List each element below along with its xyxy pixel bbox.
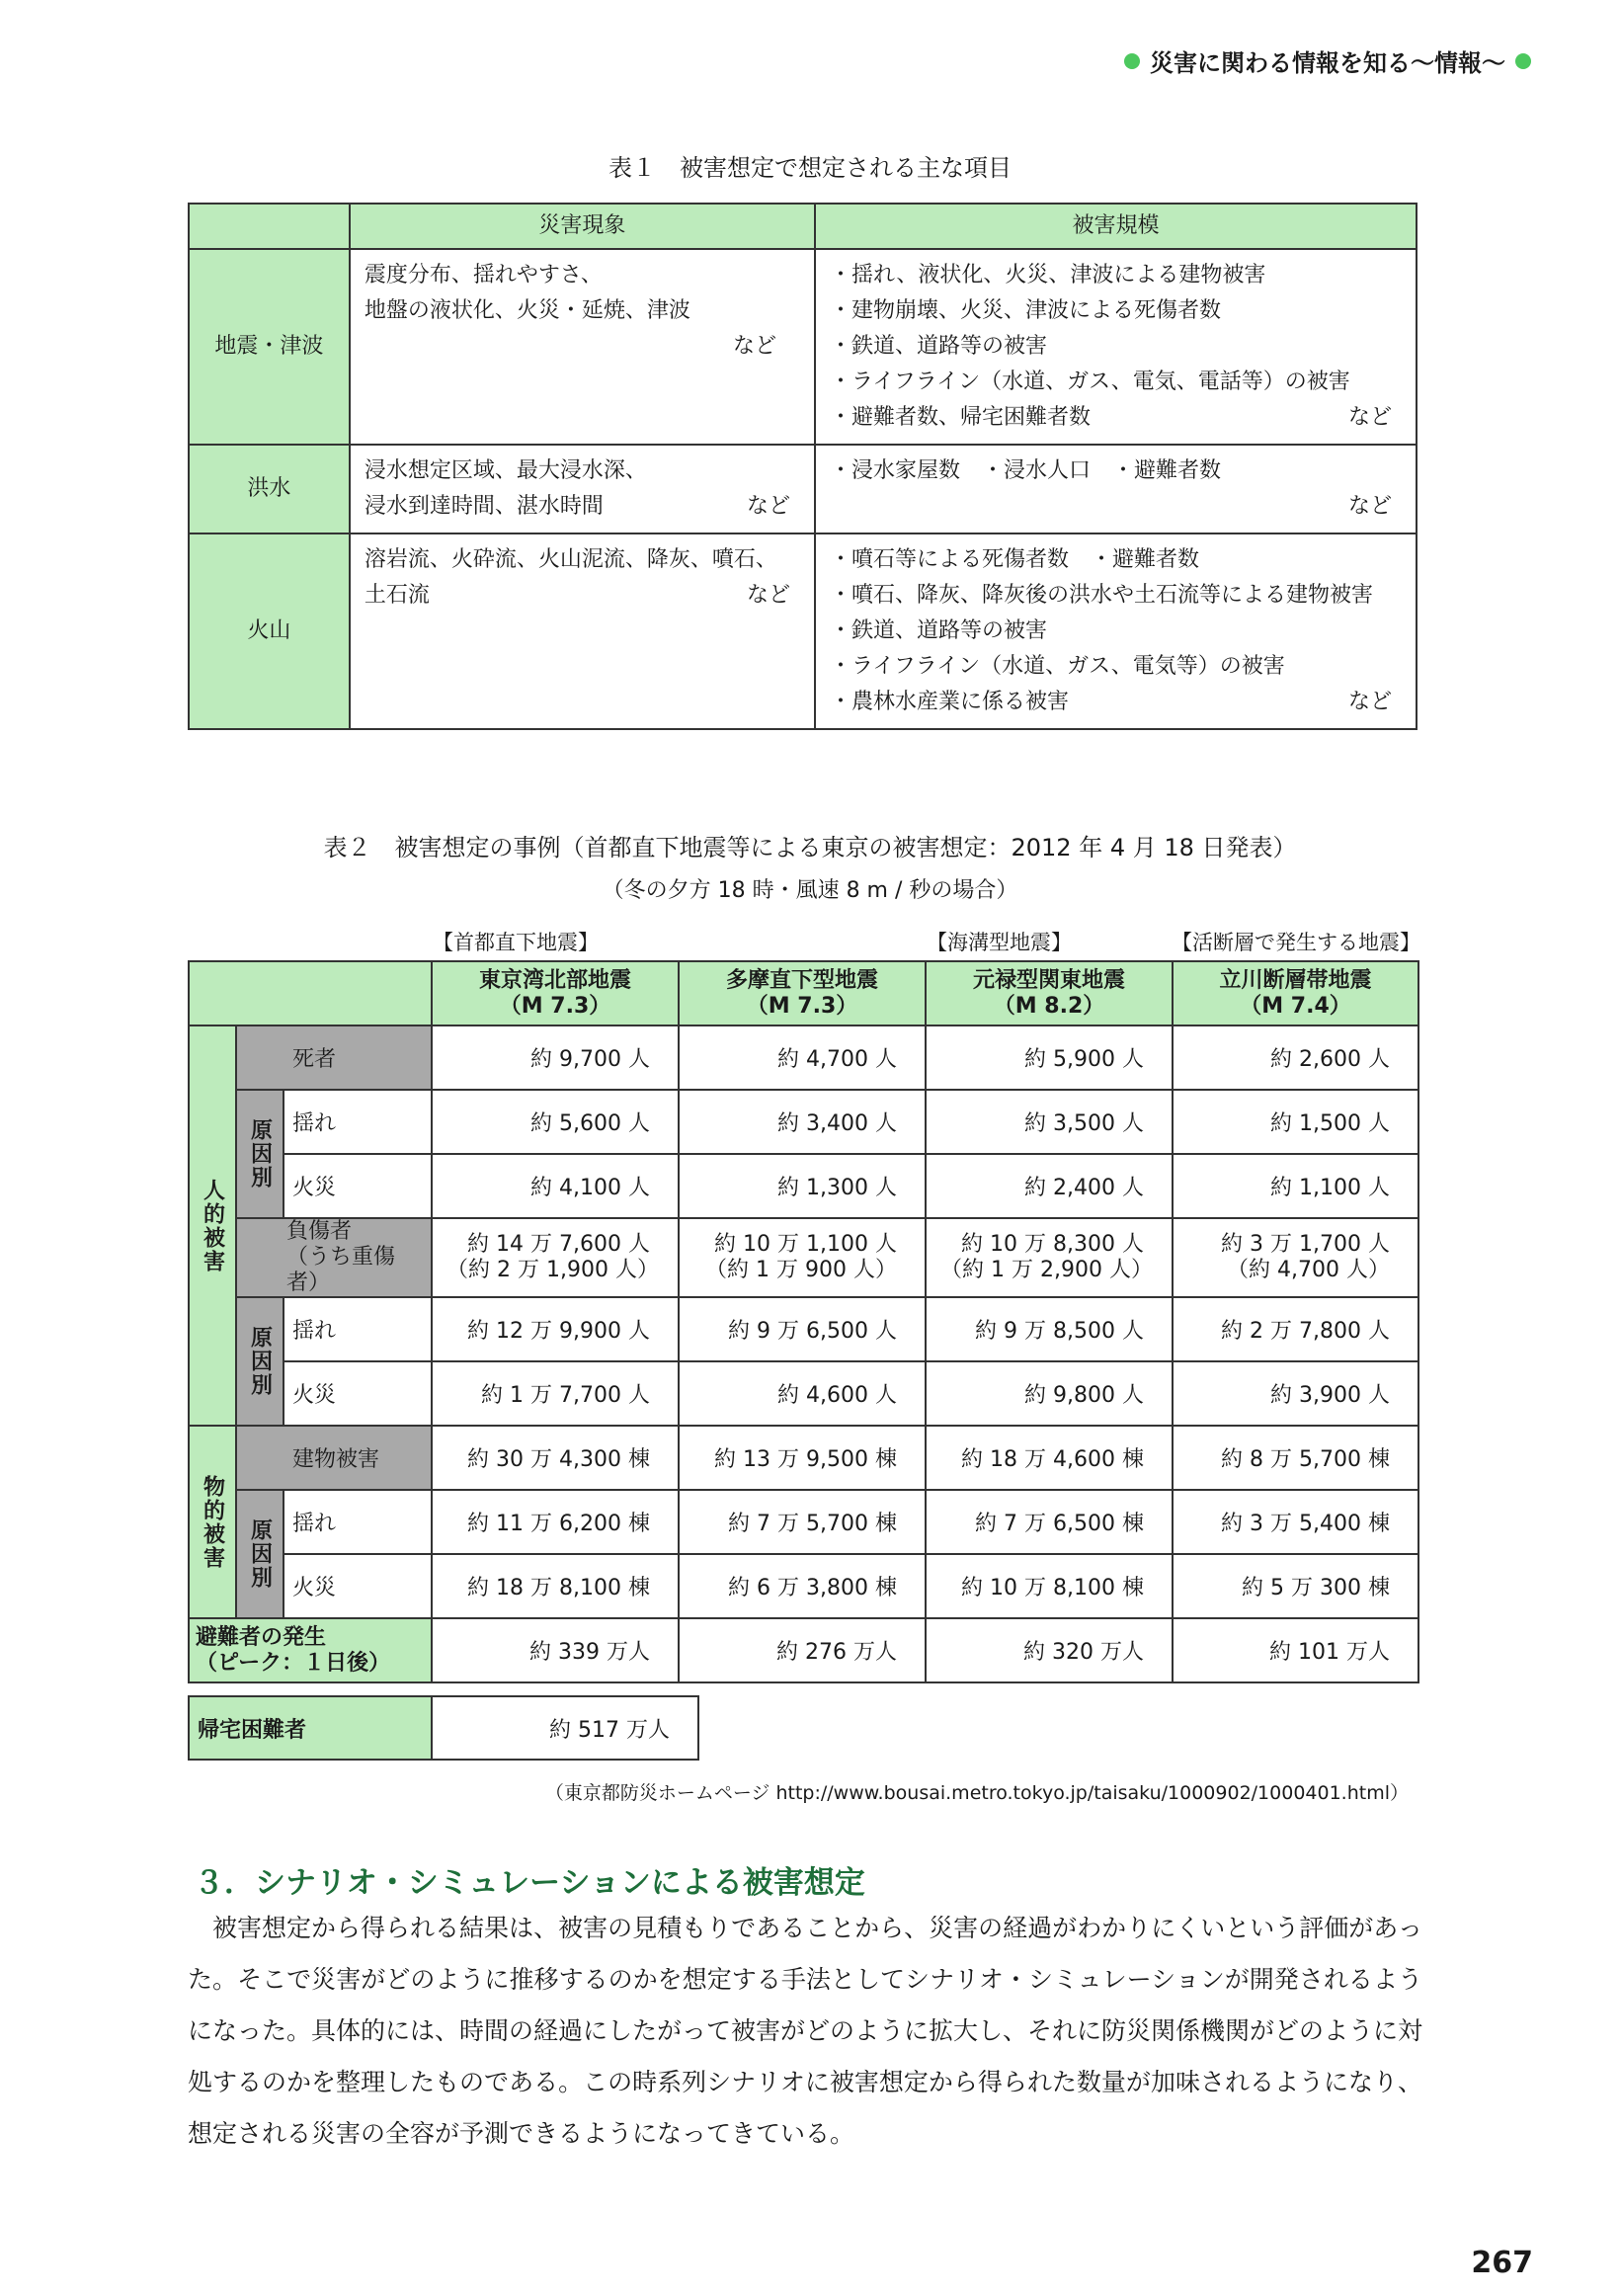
bullet-dot-icon [1124,53,1140,69]
text-line: ・ライフライン（水道、ガス、電気等）の被害 [830,654,1285,679]
table-cell: 約 11 万 6,200 棟 [432,1490,679,1554]
table2-caption: 表２ 被害想定の事例（首都直下地震等による東京の被害想定：2012 年 4 月 18 日発表） [323,834,1297,861]
row-label-fire: 火災 [284,1154,432,1218]
table-cell: 約 7 万 6,500 棟 [926,1490,1173,1554]
table-cell: 約 2,400 人 [926,1154,1173,1218]
group-label: 【海溝型地震】 [927,931,1072,954]
nado-label: など [1347,405,1392,430]
quake-name: 東京湾北部地震 [478,967,631,993]
table2-subcaption: （冬の夕方 18 時・風速 8 m / 秒の場合） [602,878,1018,903]
nado-label: など [1347,690,1392,714]
nado-label: など [1347,494,1392,519]
quake-name: 元禄型関東地震 [972,967,1125,993]
bullet-dot-icon [1515,53,1531,69]
table-cell [1173,1218,1418,1297]
value-line: 約 3 万 1,700 人 [1221,1232,1390,1257]
table-cell: 約 10 万 8,100 棟 [926,1554,1173,1618]
table-cell: 約 1 万 7,700 人 [432,1361,679,1426]
table-cell: 約 2,600 人 [1173,1025,1418,1090]
table1-col-header: 被害規模 [815,204,1417,249]
table-cell: 約 12 万 9,900 人 [432,1297,679,1361]
text-line: 地盤の液状化、火災・延焼、津波 [364,298,690,323]
stranded-table [188,1695,699,1761]
page-number: 267 [1471,2246,1533,2280]
text-line: 浸水想定区域、最大浸水深、 [364,458,647,483]
table-cell: 約 1,300 人 [679,1154,926,1218]
table-cell: 約 7 万 5,700 棟 [679,1490,926,1554]
group-human-damage: 人的被害 [189,1025,236,1426]
table-cell: 約 101 万人 [1173,1618,1418,1682]
value-line: （約 2 万 1,900 人） [446,1258,659,1282]
value-line: （約 4,700 人） [1227,1258,1390,1282]
table-cell: 約 339 万人 [432,1618,679,1682]
row-label-shake: 揺れ [284,1490,432,1554]
table-cell: 約 5,600 人 [432,1090,679,1154]
cause-label: 原因別 [236,1297,284,1426]
cause-label: 原因別 [236,1490,284,1618]
table1-phenomena-cell [350,249,815,445]
table-cell: 約 4,700 人 [679,1025,926,1090]
table-cell: 約 4,600 人 [679,1361,926,1426]
table-cell: 約 13 万 9,500 棟 [679,1426,926,1490]
text-line: ・浸水家屋数 ・浸水人口 ・避難者数 [830,458,1222,483]
section-body: 被害想定から得られる結果は、被害の見積もりであることから、災害の経過がわかりにくいという評価があった。そこで災害がどのように推移するのかを想定する手法としてシナリオ・シミュレーションが開発されるようになった。具体的には、時間の経過にしたがって被害がどのように拡大し、それに防災関係機関がどのように対処するのかを整理したものである。この時系列シナリオに被害想定から得られた数量が加味されるようになり、想定される災害の全容が予測できるようになってきている。 [188,1914,1423,2148]
table-cell: 約 320 万人 [926,1618,1173,1682]
table-cell [679,1218,926,1297]
table1-col-header: 災害現象 [350,204,815,249]
table1-scale-cell [815,445,1417,533]
table-cell: 約 18 万 8,100 棟 [432,1554,679,1618]
value-line: 約 10 万 1,100 人 [714,1232,897,1257]
stranded-value: 約 517 万人 [432,1696,698,1760]
table1-scale-cell [815,249,1417,445]
text-line: ・農林水産業に係る被害 [830,690,1070,714]
table-cell: 約 6 万 3,800 棟 [679,1554,926,1618]
value-line: （約 1 万 2,900 人） [940,1258,1153,1282]
row-label-deaths: 死者 [236,1025,432,1090]
row-label-fire: 火災 [284,1554,432,1618]
quake-header [1173,961,1418,1025]
table-cell: 約 3 万 5,400 棟 [1173,1490,1418,1554]
text-line: ・揺れ、液状化、火災、津波による建物被害 [830,263,1266,287]
quake-magnitude: （M 7.3） [499,993,611,1019]
group-label: 【首都直下地震】 [433,931,599,954]
quake-header [679,961,926,1025]
text-line: 震度分布、揺れやすさ、 [364,263,603,287]
row-label-shake: 揺れ [284,1090,432,1154]
table-cell: 約 8 万 5,700 棟 [1173,1426,1418,1490]
label-line: 負傷者 [286,1219,353,1244]
table-cell: 約 3,500 人 [926,1090,1173,1154]
value-line: 約 14 万 7,600 人 [467,1232,650,1257]
label-line: （ピーク：１日後） [196,1650,391,1676]
table1-row-label: 洪水 [189,445,350,533]
quake-name: 立川断層帯地震 [1219,967,1372,993]
text-line: 土石流 [364,583,430,608]
row-label-fire: 火災 [284,1361,432,1426]
text-line: ・噴石等による死傷者数 ・避難者数 [830,547,1200,572]
row-label-buildings: 建物被害 [236,1426,432,1490]
text-line: ・鉄道、道路等の被害 [830,334,1048,359]
table1-phenomena-cell [350,533,815,729]
text-line: ・噴石、降灰、降灰後の洪水や土石流等による建物被害 [830,583,1374,608]
table-cell: 約 4,100 人 [432,1154,679,1218]
table1-corner [189,204,350,249]
table-cell [926,1218,1173,1297]
text-line: ・避難者数、帰宅困難者数 [830,405,1092,430]
row-label-injured [236,1218,432,1297]
table1 [188,203,1418,730]
table1-phenomena-cell [350,445,815,533]
table-cell: 約 5,900 人 [926,1025,1173,1090]
table-cell: 約 18 万 4,600 棟 [926,1426,1173,1490]
table-cell: 約 5 万 300 棟 [1173,1554,1418,1618]
table-cell: 約 30 万 4,300 棟 [432,1426,679,1490]
quake-header [432,961,679,1025]
row-label-shake: 揺れ [284,1297,432,1361]
table-cell: 約 3,900 人 [1173,1361,1418,1426]
label-line: （うち重傷者） [286,1245,396,1295]
nado-label: など [733,334,777,359]
quake-magnitude: （M 7.3） [746,993,858,1019]
table-cell: 約 1,100 人 [1173,1154,1418,1218]
table1-scale-cell [815,533,1417,729]
table-cell: 約 9 万 8,500 人 [926,1297,1173,1361]
text-line: 浸水到達時間、湛水時間 [364,494,604,519]
nado-label: など [747,494,791,519]
quake-magnitude: （M 8.2） [993,993,1105,1019]
running-header-title: 災害に関わる情報を知る〜情報〜 [1150,49,1505,77]
quake-magnitude: （M 7.4） [1240,993,1351,1019]
text-line: ・鉄道、道路等の被害 [830,618,1048,643]
row-label-evacuees [189,1618,432,1682]
table-cell: 約 2 万 7,800 人 [1173,1297,1418,1361]
table2-corner [189,961,432,1025]
quake-header [926,961,1173,1025]
table2 [188,960,1419,1683]
running-header [1124,43,1531,78]
table1-row-label: 地震・津波 [189,249,350,445]
value-line: 約 10 万 8,300 人 [961,1232,1144,1257]
group-label: 【活断層で発生する地震】 [1172,931,1420,954]
stranded-label: 帰宅困難者 [189,1696,432,1760]
nado-label: など [747,583,791,608]
cause-label: 原因別 [236,1090,284,1218]
text-line: ・ライフライン（水道、ガス、電気、電話等）の被害 [830,369,1350,394]
section-title: ３．シナリオ・シミュレーションによる被害想定 [194,1865,865,1901]
table-cell [432,1218,679,1297]
group-physical-damage: 物的被害 [189,1426,236,1618]
table-cell: 約 276 万人 [679,1618,926,1682]
text-line: 溶岩流、火砕流、火山泥流、降灰、噴石、 [364,547,777,572]
table-cell: 約 9 万 6,500 人 [679,1297,926,1361]
table-cell: 約 9,700 人 [432,1025,679,1090]
table-cell: 約 3,400 人 [679,1090,926,1154]
table1-caption: 表１ 被害想定で想定される主な項目 [608,154,1012,182]
table-cell: 約 9,800 人 [926,1361,1173,1426]
table1-row-label: 火山 [189,533,350,729]
value-line: （約 1 万 900 人） [705,1258,897,1282]
label-line: 避難者の発生 [196,1624,327,1650]
text-line: ・建物崩壊、火災、津波による死傷者数 [830,298,1222,323]
quake-name: 多摩直下型地震 [725,967,878,993]
table-cell: 約 1,500 人 [1173,1090,1418,1154]
source-note: （東京都防災ホームページ http://www.bousai.metro.tokyo.jp/taisaku/1000902/1000401.html） [544,1782,1409,1804]
